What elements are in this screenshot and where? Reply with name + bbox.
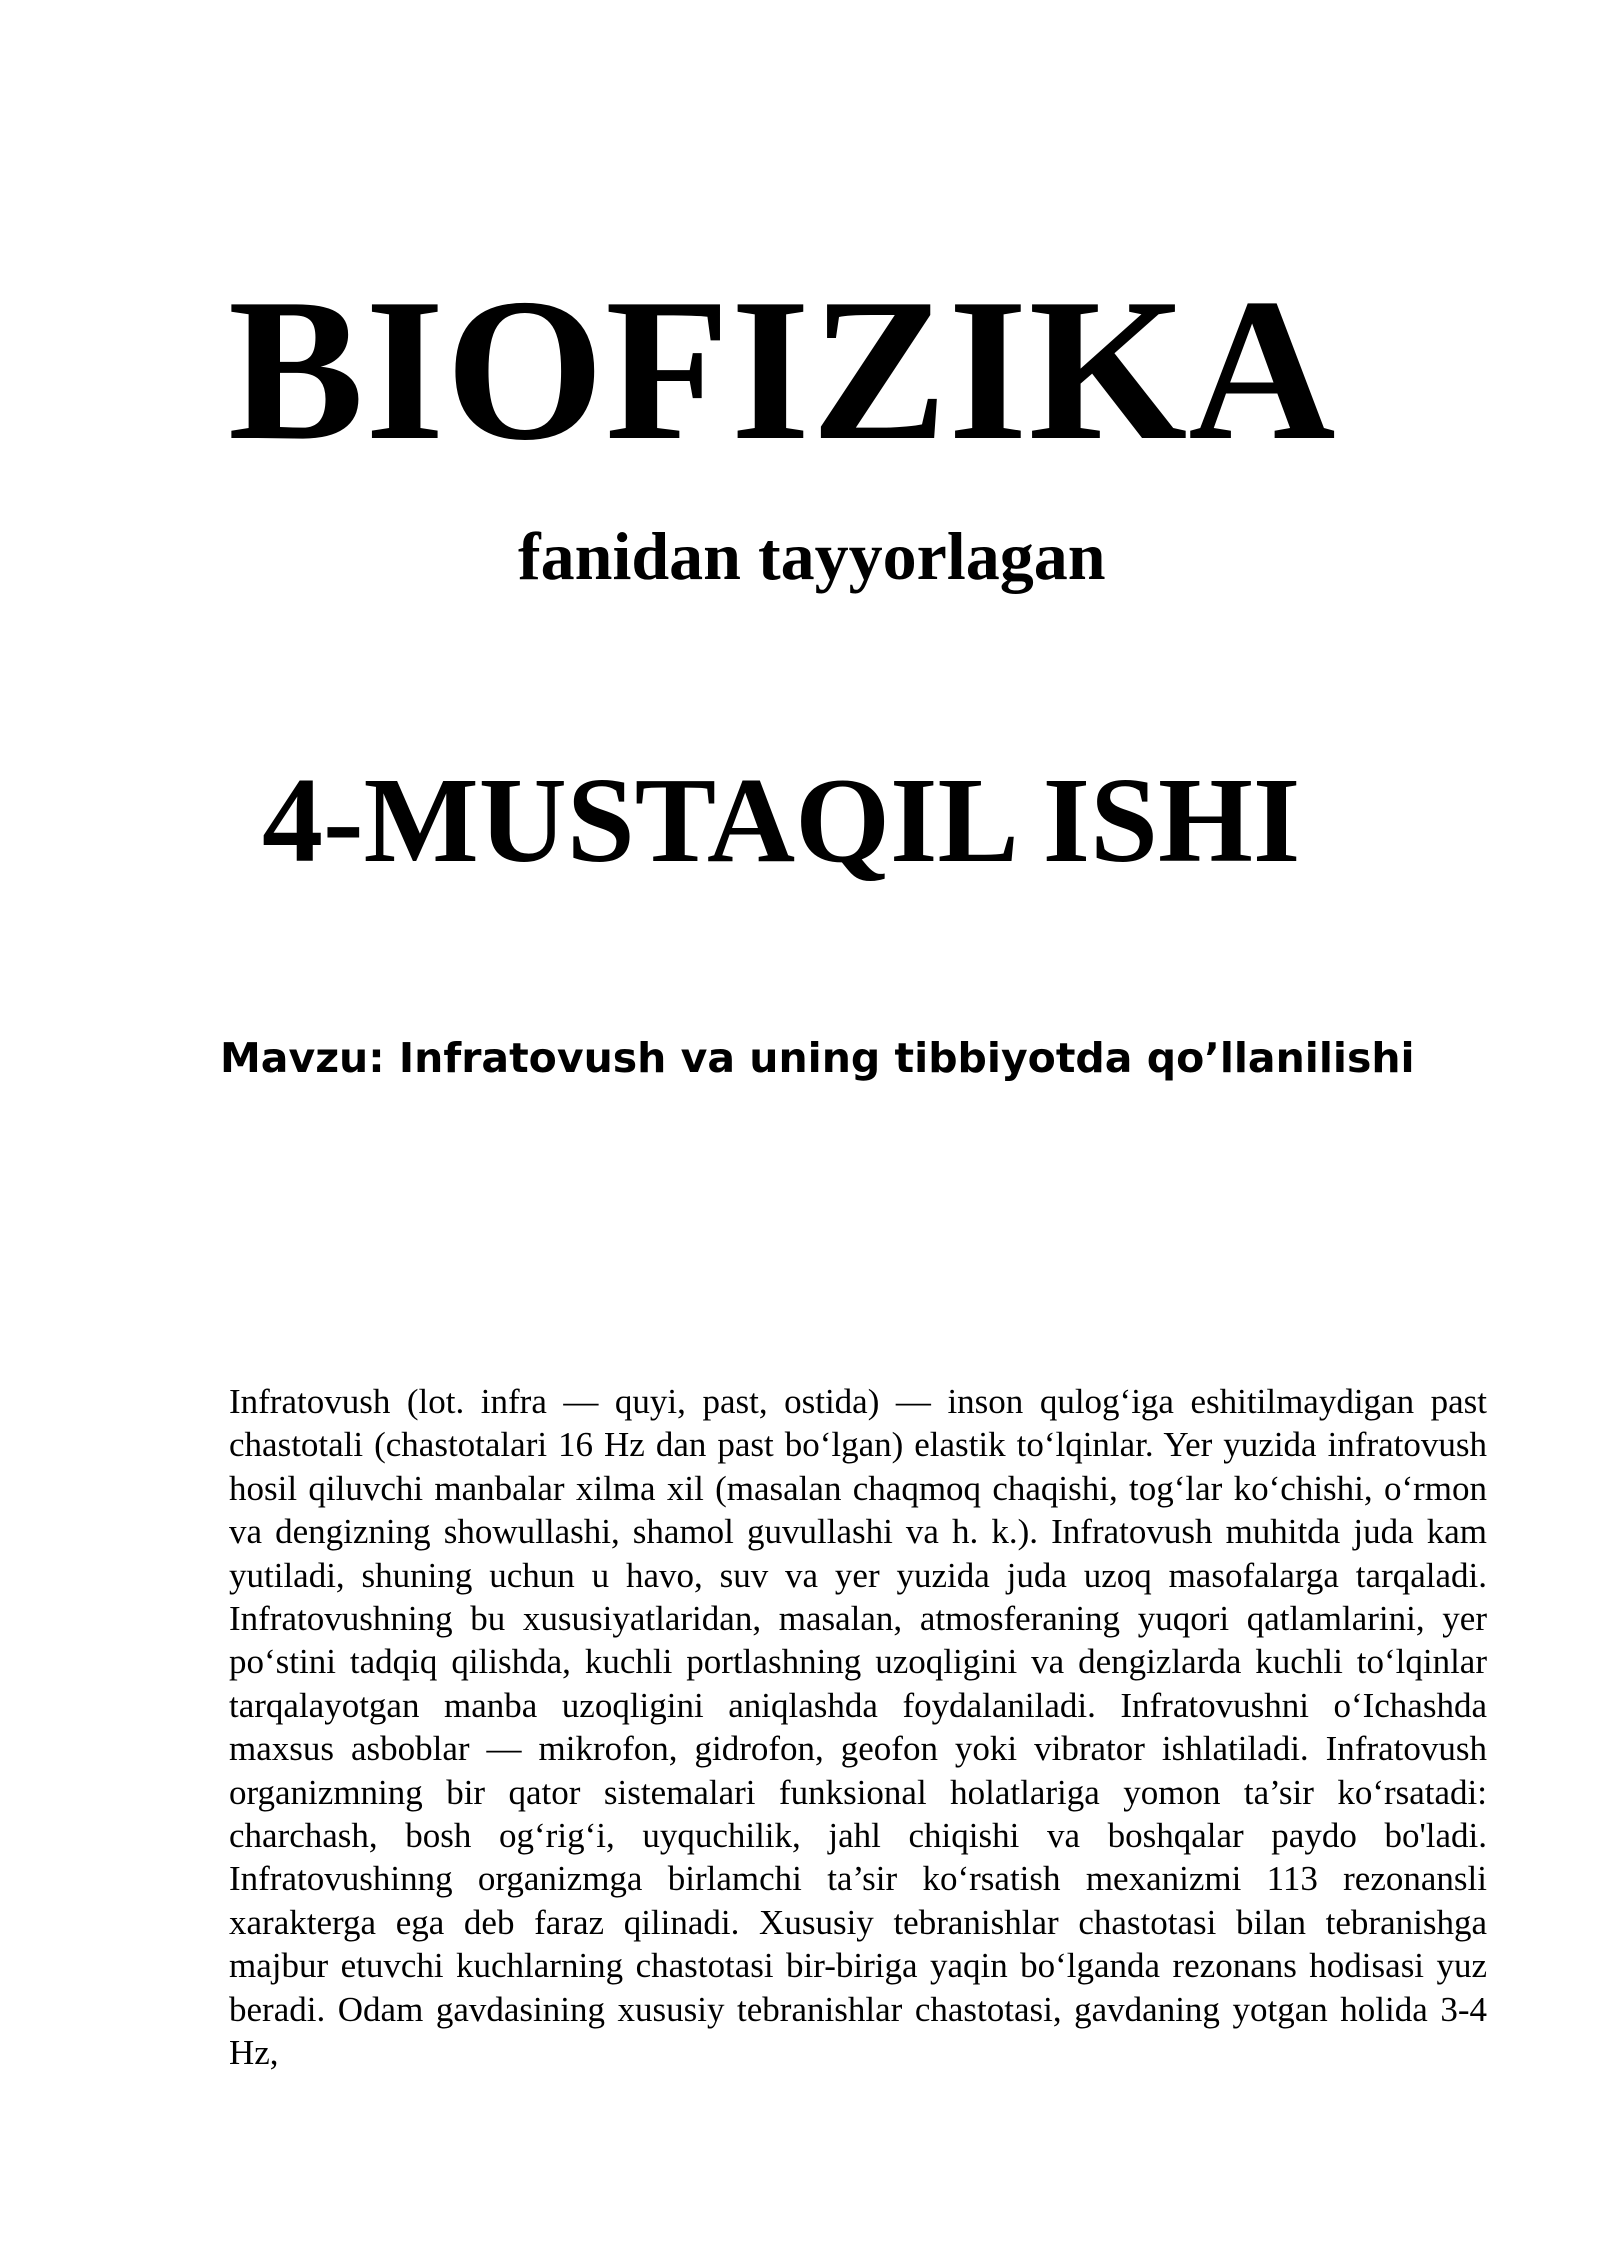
body-paragraph: Infratovush (lot. infra — quyi, past, ostida) — inson qulog‘iga eshitilmaydigan past chastotali (chastotalari 16 Hz dan past bo‘lgan) elastik to‘lqinlar. Yer yuzida infratovush hosil qiluvchi manbalar xilma xil (masalan chaqmoq chaqishi, tog‘lar ko‘chishi, o‘rmon va dengizning showullashi, shamol guvullashi va h. k.). Infratovush muhitda juda kam yutiladi, shuning uchun u havo, suv va yer yuzida juda uzoq masofalarga tarqaladi. Infratovushning bu xususiyatlaridan, masalan, atmosferaning yuqori qatlamlarini, yer po‘stini tadqiq qilishda, kuchli portlashning uzoqligini va dengizlarda kuchli to‘lqinlar tarqalayotgan manba uzoqligini aniqlashda foydalaniladi. Infratovushni o‘Ichashda maxsus asboblar — mikrofon, gidrofon, geofon yoki vibrator ishlatiladi. Infratovush organizmning bir qator sistemalari funksional holatlariga yomon ta’sir ko‘rsatadi: charchash, bosh og‘rig‘i, uyquchilik, jahl chiqishi va boshqalar paydo bo'ladi. Infratovushinng organizmga birlamchi ta’sir ko‘rsatish mexanizmi 113 rezonansli xarakterga ega deb faraz qilinadi. Xususiy tebranishlar chastotasi bilan tebranishga majbur etuvchi kuchlarning chastotasi bir-biriga yaqin bo‘lganda rezonans hodisasi yuz beradi. Odam gavdasining xususiy tebranishlar chastotasi, gavdaning yotgan holida 3-4 Hz, <box>229 1382 1487 2073</box>
topic-heading: Mavzu: Infratovush va uning tibbiyotda qo’llanilishi <box>220 1034 1415 1082</box>
work-title: 4-MUSTAQIL ISHI <box>262 753 1301 888</box>
document-subtitle: fanidan tayyorlagan <box>518 518 1106 594</box>
document-title: BIOFIZIKA <box>228 257 1337 483</box>
